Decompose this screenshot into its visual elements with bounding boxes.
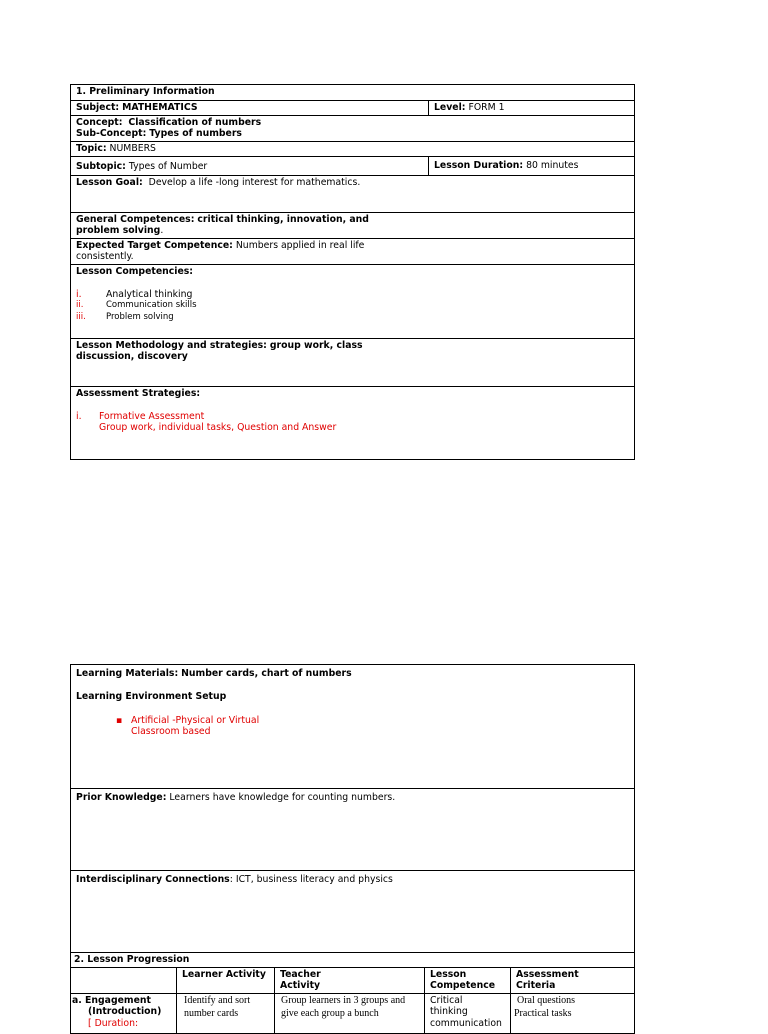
interdisciplinary-cell: Interdisciplinary Connections: ICT, business literacy and physics: [71, 871, 635, 953]
teacher-activity-cell: Group learners in 3 groups and give each group a bunch: [275, 994, 425, 1034]
duration-cell: Lesson Duration: 80 minutes: [429, 156, 635, 175]
subject-cell: Subject: MATHEMATICS: [71, 101, 429, 116]
stage-cell: a. Engagement (Introduction) [ Duration:: [71, 994, 177, 1034]
concept-cell: Concept: Classification of numbers Sub-Concept: Types of numbers: [71, 116, 635, 142]
assessment-strategies-cell: Assessment Strategies: i. Formative Assessment Group work, individual tasks, Question and Answer: [71, 386, 635, 459]
section-heading: 1. Preliminary Information: [71, 85, 635, 101]
preliminary-info-table: [70, 84, 635, 460]
prior-knowledge-cell: Prior Knowledge: Learners have knowledge for counting numbers.: [71, 789, 635, 871]
competence-cell: Critical thinking communication: [425, 994, 511, 1034]
list-item: i. Analytical thinking: [76, 289, 193, 301]
lesson-competencies-cell: Lesson Competencies: i. Analytical thinking ii. Communication skills iii. Problem solving: [71, 264, 635, 338]
learner-activity-cell: Identify and sort number cards: [177, 994, 275, 1034]
general-competences-cell: General Competences: critical thinking, innovation, and problem solving.: [71, 212, 635, 238]
methodology-cell: Lesson Methodology and strategies: group work, class discussion, discovery: [71, 338, 635, 386]
header-teacher-activity: Teacher Activity: [275, 968, 425, 994]
expected-competence-cell: Expected Target Competence: Numbers applied in real life consistently.: [71, 238, 635, 264]
header-assessment-criteria: Assessment Criteria: [511, 968, 635, 994]
bullet-icon: ▪: [116, 714, 123, 726]
topic-cell: Topic: NUMBERS: [71, 141, 635, 156]
competencies-list: [76, 289, 629, 323]
learning-materials-cell: Learning Materials: Number cards, chart of numbers Learning Environment Setup ▪ Artificial -Physical or Virtual Classroom based: [71, 665, 635, 789]
header-blank: [71, 968, 177, 994]
subtopic-cell: Subtopic: Types of Number: [71, 156, 429, 175]
header-lesson-competence: Lesson Competence: [425, 968, 511, 994]
assessment-criteria-cell: Oral questions Practical tasks: [511, 994, 635, 1034]
list-item: ii. Communication skills: [76, 300, 197, 311]
lesson-goal-cell: Lesson Goal: Develop a life -long interest for mathematics.: [71, 175, 635, 212]
level-cell: Level: FORM 1: [429, 101, 635, 116]
progression-heading: 2. Lesson Progression: [71, 953, 635, 968]
lesson-progression-table: [70, 664, 635, 1034]
list-item: iii. Problem solving: [76, 311, 174, 322]
header-learner-activity: Learner Activity: [177, 968, 275, 994]
